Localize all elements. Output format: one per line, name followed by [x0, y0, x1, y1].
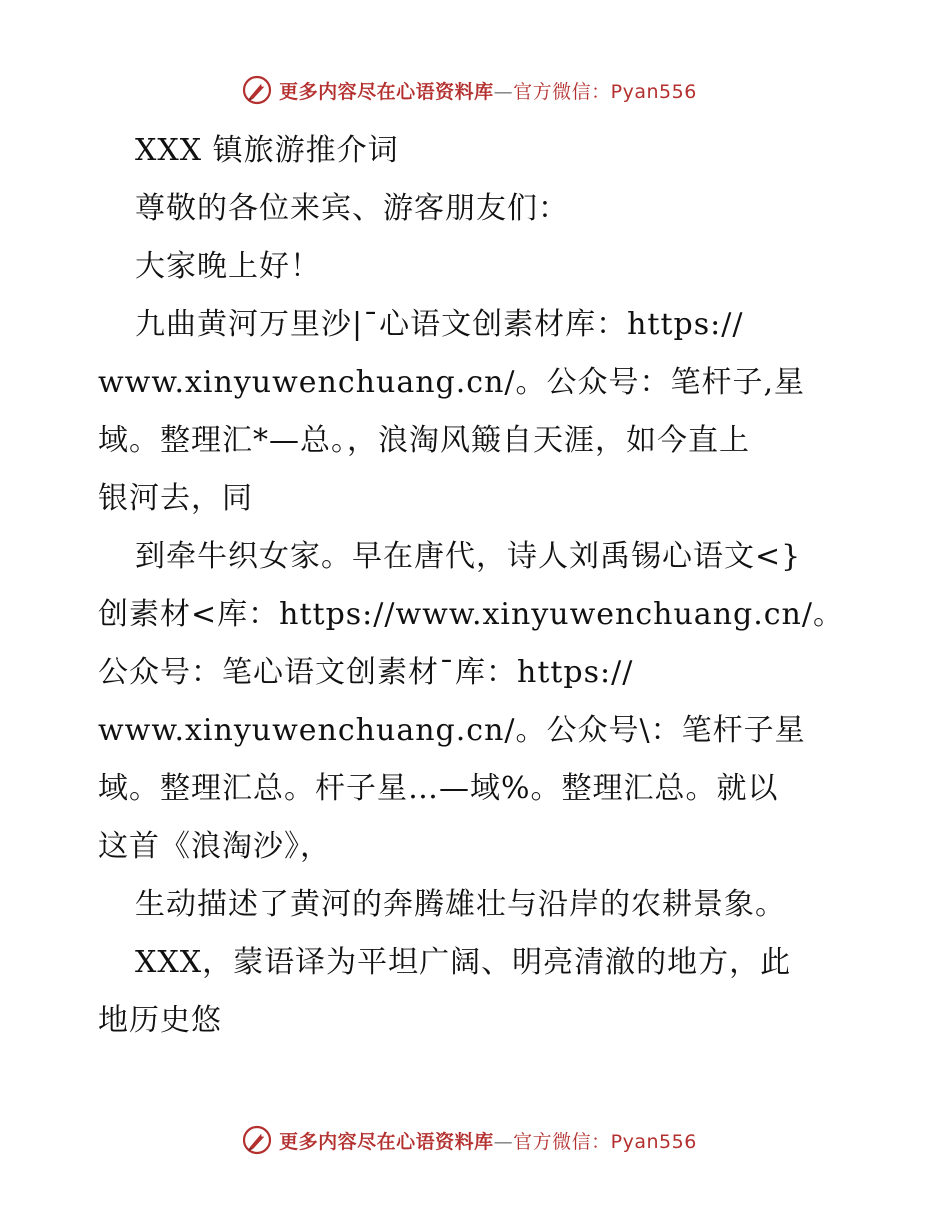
text-line: 公众号：笔心语文创素材¯库：https:// — [98, 655, 634, 690]
text-line: 域。整理汇*—总。，浪淘风簸自天涯，如今直上 — [98, 423, 750, 458]
header-banner-separator: — — [493, 80, 514, 103]
text-line: XXX，蒙语译为平坦广阔、明亮清澈的地方，此 — [135, 945, 792, 980]
text-line: 这首《浪淘沙》， — [98, 829, 331, 864]
text-line: 尊敬的各位来宾、游客朋友们： — [135, 191, 569, 226]
footer-banner-wechat-text: 官方微信：Pyan556 — [513, 1130, 697, 1153]
text-line: 地历史悠 — [98, 1003, 222, 1038]
text-line: 到牵牛织女家。早在唐代，诗人刘禹锡心语文<} — [135, 539, 802, 574]
document-title: XXX 镇旅游推介词 — [135, 133, 399, 168]
header-banner-content — [241, 74, 697, 106]
text-line: 创素材<库：https://www.xinyuwenchuang.cn/。 — [98, 597, 844, 632]
text-line: 九曲黄河万里沙|¯心语文创素材库：https:// — [135, 307, 744, 342]
text-line: www.xinyuwenchuang.cn/。公众号\：笔杆子星 — [98, 713, 806, 748]
header-banner — [0, 70, 950, 110]
text-line: www.xinyuwenchuang.cn/。公众号：笔杆子,星 — [98, 365, 806, 400]
footer-banner-content — [241, 1124, 697, 1156]
pen-logo-icon — [241, 1124, 273, 1156]
text-line: 生动描述了黄河的奔腾雄壮与沿岸的农耕景象。 — [135, 887, 786, 922]
text-line: 银河去，同 — [98, 481, 253, 516]
pen-logo-icon — [241, 74, 273, 106]
header-banner-main-text: 更多内容尽在心语资料库 — [279, 80, 494, 103]
text-line: 域。整理汇总。杆子星…—域%。整理汇总。就以 — [98, 771, 779, 806]
header-banner-wechat-text: 官方微信：Pyan556 — [513, 80, 697, 103]
document-body — [98, 122, 858, 1050]
footer-banner — [0, 1120, 950, 1160]
footer-banner-main-text: 更多内容尽在心语资料库 — [279, 1130, 494, 1153]
text-line: 大家晚上好！ — [135, 249, 321, 284]
footer-banner-separator: — — [493, 1130, 514, 1153]
